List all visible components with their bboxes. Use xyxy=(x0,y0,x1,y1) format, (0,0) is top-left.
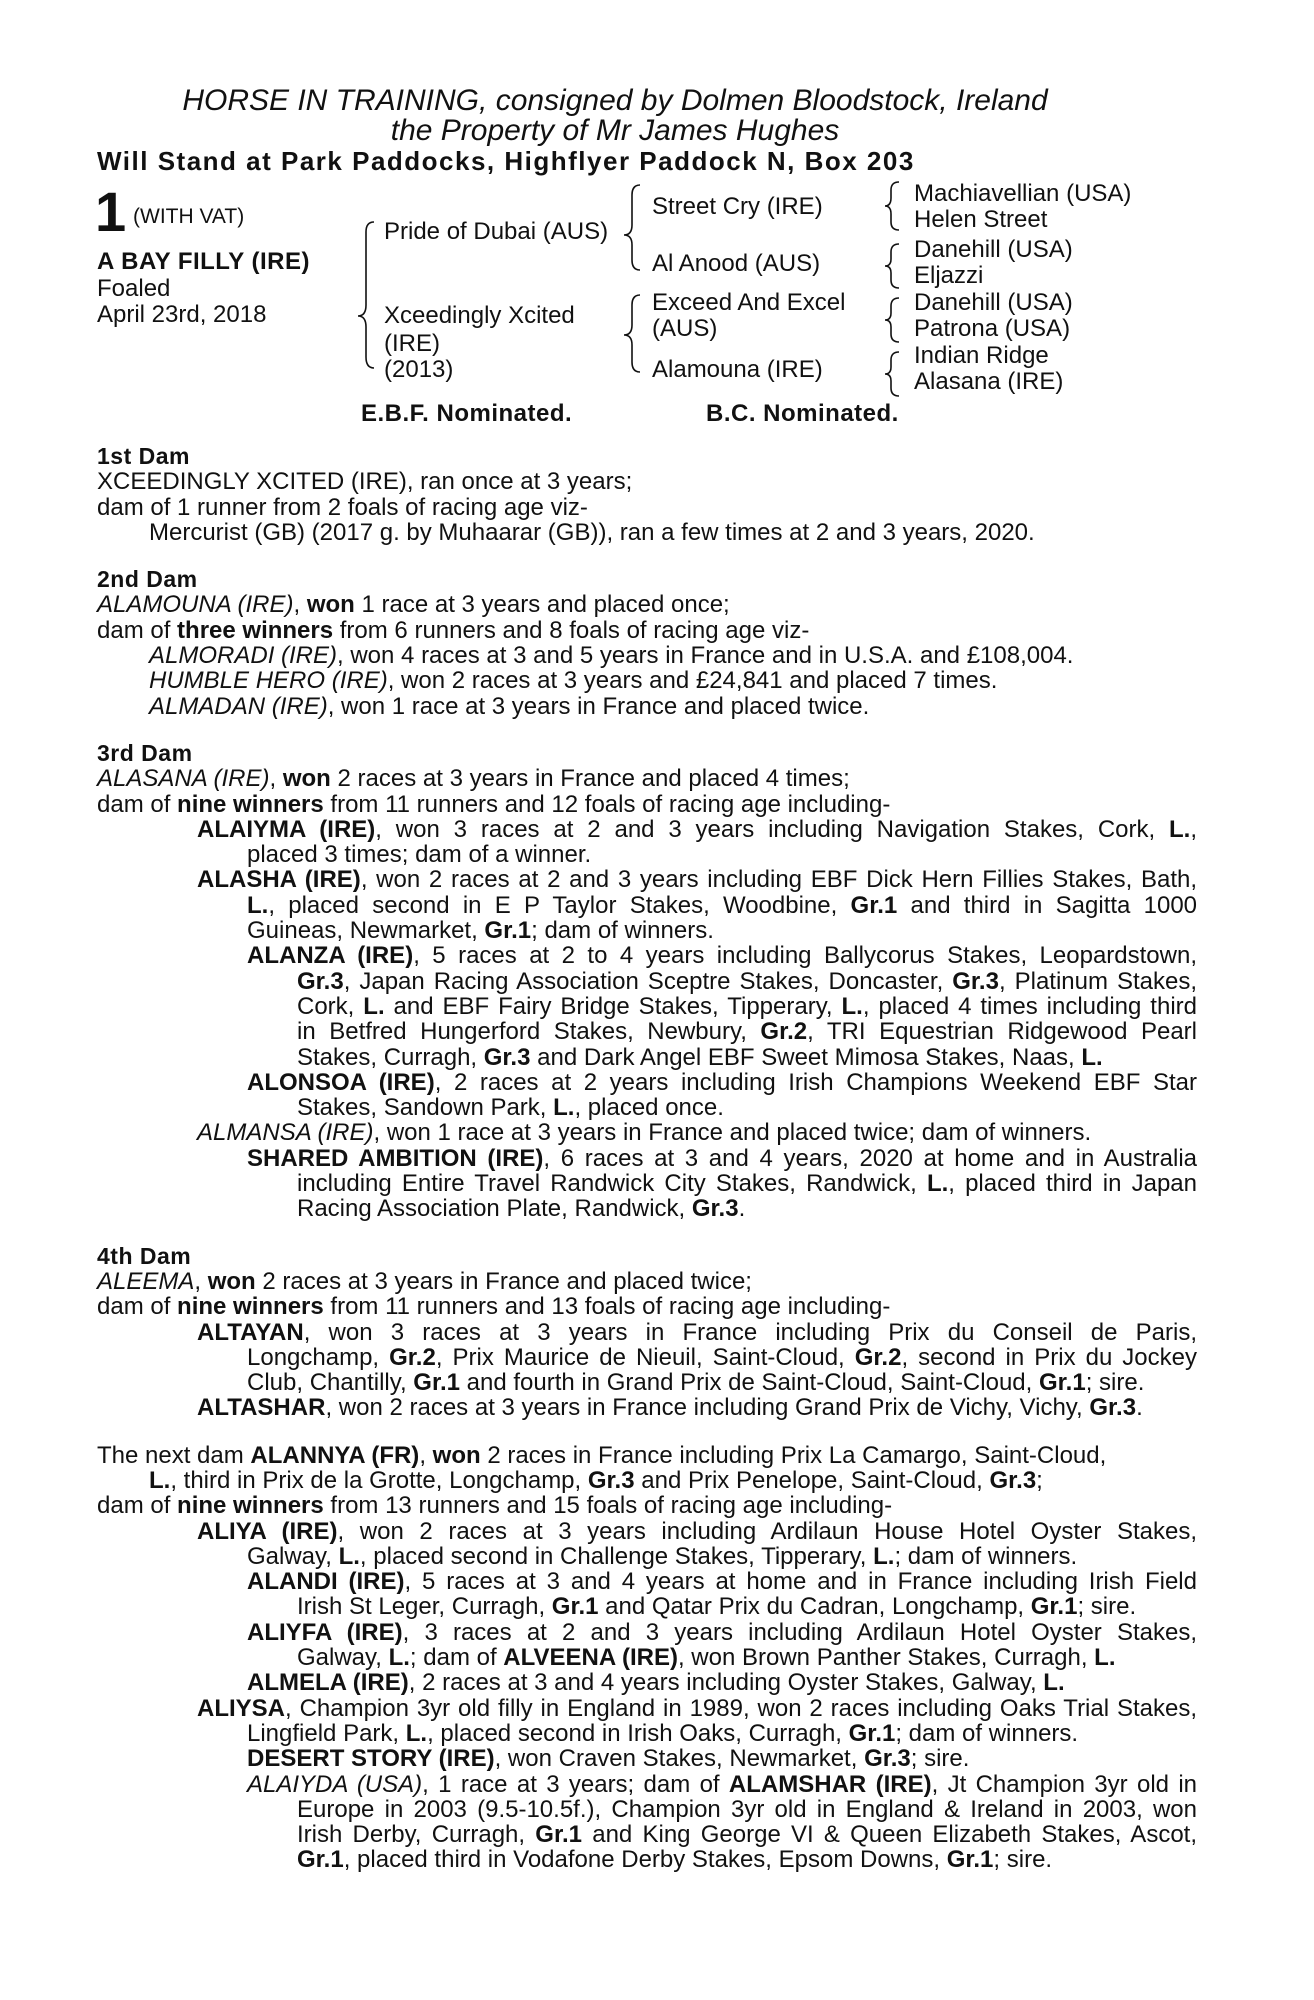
next-dam-section xyxy=(97,1443,1197,1873)
produce-entry-cont: Racing Association Plate, Randwick, Gr.3. xyxy=(297,1195,746,1223)
pedigree-dam-origin: (IRE) xyxy=(384,330,440,357)
next-dam-line: The next dam ALANNYA (FR), won 2 races in France including Prix La Camargo, Saint-Cloud, xyxy=(97,1441,1107,1469)
produce-entry: ALTAYAN, won 3 races at 3 years in France including Prix du Conseil de Paris, xyxy=(197,1318,1197,1346)
produce-entry: ALANDI (IRE), 5 races at 3 and 4 years at home and in France including Irish Field xyxy=(247,1568,1197,1596)
produce-entry-cont: Galway, L.; dam of ALVEENA (IRE), won Brown Panther Stakes, Curragh, L. xyxy=(297,1644,1116,1672)
second-dam-produce: HUMBLE HERO (IRE), won 2 races at 3 years and £24,841 and placed 7 times. xyxy=(149,667,998,695)
second-dam-line: ALAMOUNA (IRE), won 1 race at 3 years and placed once; xyxy=(97,591,730,619)
fourth-dam-section xyxy=(97,1244,1197,1421)
third-dam-line: ALASANA (IRE), won 2 races at 3 years in France and placed 4 times; xyxy=(97,765,850,793)
brace-sd xyxy=(885,244,899,288)
produce-entry-cont: Longchamp, Gr.2, Prix Maurice de Nieuil, Saint-Cloud, Gr.2, second in Prix du Jockey xyxy=(247,1343,1197,1371)
produce-entry-cont: Gr.3, Japan Racing Association Sceptre Stakes, Doncaster, Gr.3, Platinum Stakes, xyxy=(297,967,1198,995)
produce-entry: ALIYA (IRE), won 2 races at 3 years including Ardilaun House Hotel Oyster Stakes, xyxy=(197,1517,1197,1545)
first-dam-line: dam of 1 runner from 2 foals of racing age viz- xyxy=(97,493,588,521)
second-dam-heading: 2nd Dam xyxy=(97,566,198,593)
produce-entry-cont: Lingfield Park, L., placed second in Irish Oaks, Curragh, Gr.1; dam of winners. xyxy=(247,1719,1079,1747)
produce-entry-cont: Irish Derby, Curragh, Gr.1 and King George VI & Queen Elizabeth Stakes, Ascot, xyxy=(297,1821,1197,1849)
fourth-dam-line: dam of nine winners from 11 runners and 13 foals of racing age including- xyxy=(97,1293,891,1321)
produce-entry: SHARED AMBITION (IRE), 6 races at 3 and 4 years, 2020 at home and in Australia xyxy=(247,1144,1197,1172)
produce-entry: ALTASHAR, won 2 races at 3 years in France including Grand Prix de Vichy, Vichy, Gr.3. xyxy=(197,1394,1143,1422)
produce-entry: ALANZA (IRE), 5 races at 2 to 4 years including Ballycorus Stakes, Leopardstown, xyxy=(247,942,1197,970)
lot-name: A BAY FILLY (IRE) xyxy=(97,248,310,275)
brace-sire xyxy=(624,185,640,270)
produce-entry-cont: Galway, L., placed second in Challenge Stakes, Tipperary, L.; dam of winners. xyxy=(247,1542,1078,1570)
produce-entry: ALIYFA (IRE), 3 races at 2 and 3 years including Ardilaun Hotel Oyster Stakes, xyxy=(247,1618,1197,1646)
produce-entry-cont: Stakes, Curragh, Gr.3 and Dark Angel EBF Sweet Mimosa Stakes, Naas, L. xyxy=(297,1043,1103,1071)
third-dam-line: dam of nine winners from 11 runners and 12 foals of racing age including- xyxy=(97,790,891,818)
brace-main xyxy=(358,222,374,368)
produce-entry: ALMELA (IRE), 2 races at 3 and 4 years including Oyster Stakes, Galway, L. xyxy=(247,1669,1065,1697)
pedigree-dsd: Patrona (USA) xyxy=(914,315,1071,342)
ebf-nominated: E.B.F. Nominated. xyxy=(361,400,573,427)
foaled-date: April 23rd, 2018 xyxy=(97,301,267,328)
brace-dd xyxy=(885,352,899,396)
pedigree-dam-sire-origin: (AUS) xyxy=(652,315,718,342)
produce-entry-cont: L., placed second in E P Taylor Stakes, Woodbine, Gr.1 and third in Sagitta 1000 xyxy=(247,891,1198,919)
pedigree-dam-year: (2013) xyxy=(384,356,454,383)
produce-entry: ALONSOA (IRE), 2 races at 2 years including Irish Champions Weekend EBF Star xyxy=(247,1068,1197,1096)
produce-entry: ALASHA (IRE), won 2 races at 2 and 3 years including EBF Dick Hern Fillies Stakes, Bath, xyxy=(197,866,1198,894)
pedigree-sss: Machiavellian (USA) xyxy=(914,180,1132,207)
foaled-label: Foaled xyxy=(97,275,171,302)
pedigree-sds: Danehill (USA) xyxy=(914,236,1073,263)
fourth-dam-line: ALEEMA, won 2 races at 3 years in France and placed twice; xyxy=(97,1267,752,1295)
vat-note: (WITH VAT) xyxy=(133,205,245,228)
catalogue-subheading: the Property of Mr James Hughes xyxy=(390,114,840,147)
lot-number: 1 xyxy=(95,180,127,243)
pedigree-ddd: Alasana (IRE) xyxy=(914,368,1064,395)
produce-entry: ALIYSA, Champion 3yr old filly in England in 1989, won 2 races including Oaks Trial Stakes, xyxy=(197,1694,1197,1722)
produce-entry-cont: Cork, L. and EBF Fairy Bridge Stakes, Tipperary, L., placed 4 times including third xyxy=(297,992,1197,1020)
second-dam-produce: ALMADAN (IRE), won 1 race at 3 years in France and placed twice. xyxy=(149,692,870,720)
pedigree-dam: Xceedingly Xcited xyxy=(384,302,575,329)
produce-entry: ALMANSA (IRE), won 1 race at 3 years in France and placed twice; dam of winners. xyxy=(197,1119,1092,1147)
brace-ds xyxy=(885,298,899,342)
pedigree-dam-dam: Alamouna (IRE) xyxy=(652,356,823,383)
third-dam-heading: 3rd Dam xyxy=(97,739,193,766)
produce-entry-cont: in Betfred Hungerford Stakes, Newbury, Gr.2, TRI Equestrian Ridgewood Pearl xyxy=(297,1018,1197,1046)
produce-entry-cont: including Entire Travel Randwick City Stakes, Randwick, L., placed third in Japan xyxy=(297,1170,1198,1198)
pedigree-sire-dam: Al Anood (AUS) xyxy=(652,250,821,277)
pedigree-dss: Danehill (USA) xyxy=(914,289,1073,316)
brace-dam xyxy=(624,295,640,372)
stand-location: Will Stand at Park Paddocks, Highflyer Paddock N, Box 203 xyxy=(97,146,915,176)
produce-entry-cont: Gr.1, placed third in Vodafone Derby Stakes, Epsom Downs, Gr.1; sire. xyxy=(297,1846,1053,1874)
bc-nominated: B.C. Nominated. xyxy=(706,400,899,427)
pedigree-sdd: Eljazzi xyxy=(914,262,984,289)
pedigree-sire: Pride of Dubai (AUS) xyxy=(384,218,609,245)
second-dam-line: dam of three winners from 6 runners and 8 foals of racing age viz- xyxy=(97,616,810,644)
produce-record xyxy=(97,444,1197,1873)
first-dam-produce: Mercurist (GB) (2017 g. by Muhaarar (GB)), ran a few times at 2 and 3 years, 2020. xyxy=(149,518,1035,546)
fourth-dam-heading: 4th Dam xyxy=(97,1242,192,1269)
next-dam-line: dam of nine winners from 13 runners and 15 foals of racing age including- xyxy=(97,1492,893,1520)
produce-entry: ALAIYMA (IRE), won 3 races at 2 and 3 years including Navigation Stakes, Cork, L., xyxy=(197,815,1198,843)
third-dam-section xyxy=(97,741,1197,1222)
first-dam-line: XCEEDINGLY XCITED (IRE), ran once at 3 years; xyxy=(97,468,633,496)
second-dam-section xyxy=(97,567,1197,719)
produce-entry-cont: Guineas, Newmarket, Gr.1; dam of winners. xyxy=(247,917,714,945)
pedigree-dds: Indian Ridge xyxy=(914,342,1049,369)
produce-entry-cont: placed 3 times; dam of a winner. xyxy=(247,841,592,869)
produce-entry-cont: Irish St Leger, Curragh, Gr.1 and Qatar Prix du Cadran, Longchamp, Gr.1; sire. xyxy=(297,1593,1137,1621)
second-dam-produce: ALMORADI (IRE), won 4 races at 3 and 5 years in France and in U.S.A. and £108,004. xyxy=(149,642,1074,670)
brace-ss xyxy=(885,182,899,230)
next-dam-line: L., third in Prix de la Grotte, Longchamp, Gr.3 and Prix Penelope, Saint-Cloud, Gr.3; xyxy=(149,1466,1043,1494)
produce-entry: ALAIYDA (USA), 1 race at 3 years; dam of ALAMSHAR (IRE), Jt Champion 3yr old in xyxy=(247,1770,1198,1798)
pedigree-sire-sire: Street Cry (IRE) xyxy=(652,193,823,220)
pedigree-ssd: Helen Street xyxy=(914,206,1048,233)
produce-entry-cont: Stakes, Sandown Park, L., placed once. xyxy=(297,1094,724,1122)
pedigree-dam-sire: Exceed And Excel xyxy=(652,289,846,316)
first-dam-heading: 1st Dam xyxy=(97,443,190,469)
produce-entry-cont: Club, Chantilly, Gr.1 and fourth in Grand Prix de Saint-Cloud, Saint-Cloud, Gr.1; sire. xyxy=(247,1369,1145,1397)
produce-entry-cont: Europe in 2003 (9.5-10.5f.), Champion 3yr old in England & Ireland in 2003, won xyxy=(297,1795,1197,1823)
catalogue-heading: HORSE IN TRAINING, consigned by Dolmen Bloodstock, Ireland xyxy=(182,84,1048,117)
first-dam-section xyxy=(97,444,1197,545)
produce-entry: DESERT STORY (IRE), won Craven Stakes, Newmarket, Gr.3; sire. xyxy=(247,1745,970,1773)
